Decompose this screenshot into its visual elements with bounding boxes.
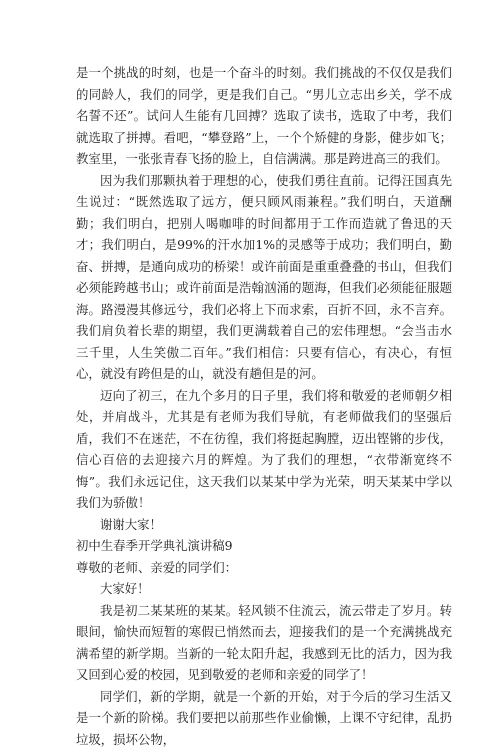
paragraph-1: 是一个挑战的时刻，也是一个奋斗的时刻。我们挑战的不仅仅是我们的同龄人，我们的同学，更是我们自己。“男儿立志出乡关，学不成名誓不还”。试问人生能有几回搏？选取了读书，选取了中考，我们就选取了拼搏。看吧，“攀登路”上，一个个矫健的身影，健步如飞；教室里，一张张青春飞扬的脸上，自信满满。那是跨进高三的我们。 [76,62,452,170]
salutation: 尊敬的老师、亲爱的同学们： [76,557,452,579]
paragraph-3: 迈向了初三，在九个多月的日子里，我们将和敬爱的老师朝夕相处，并肩战斗，尤其是有老师为我们导航，有老师做我们的坚强后盾，我们不在迷茫，不在彷徨，我们将挺起胸膛，迈出铿锵的步伐，信心百倍的去迎接六月的辉煌。为了我们的理想，“衣带渐宽终不悔”。我们永远记住，这天我们以某某中学为光荣，明天某某中学以我们为骄傲！ [76,385,452,514]
speech-title: 初中生春季开学典礼演讲稿9 [76,535,452,557]
closing-thanks: 谢谢大家！ [76,514,452,536]
paragraph-9: 同学们，新的学期，就是一个新的开始，对于今后的学习生活又是一个新的阶梯。我们要把以前那些作业偷懒，上课不守纪律，乱扔垃圾，损坏公物， [76,686,452,750]
paragraph-8: 我是初二某某班的某某。轻风锁不住流云，流云带走了岁月。转眼间，愉快而短暂的寒假已悄然而去，迎接我们的是一个充满挑战充满希望的新学期。当新的一轮太阳升起，我感到无比的活力，因为我又回到心爱的校园，见到敬爱的老师和亲爱的同学了！ [76,600,452,686]
greeting: 大家好！ [76,578,452,600]
paragraph-2: 因为我们那颗执着于理想的心，使我们勇往直前。记得汪国真先生说过：“既然选取了远方，便只顾风雨兼程。”我们明白，天道酬勤；我们明白，把别人喝咖啡的时间都用于工作而造就了鲁迅的天才；我们明白，是99%的汗水加1%的灵感等于成功；我们明白，勤奋、拼搏，是通向成功的桥梁！或许前面是重重叠叠的书山，但我们必须能跨越书山；或许前面是浩翰汹涌的题海，但我们必须能征服题海。路漫漫其修远兮，我们必将上下而求索，百折不回，永不言弃。我们肩负着长辈的期望，我们更满载着自己的宏伟理想。“会当击水三千里，人生笑傲二百年。”我们相信：只要有信心，有决心，有恒心，就没有跨但是的山，就没有趟但是的河。 [76,170,452,385]
